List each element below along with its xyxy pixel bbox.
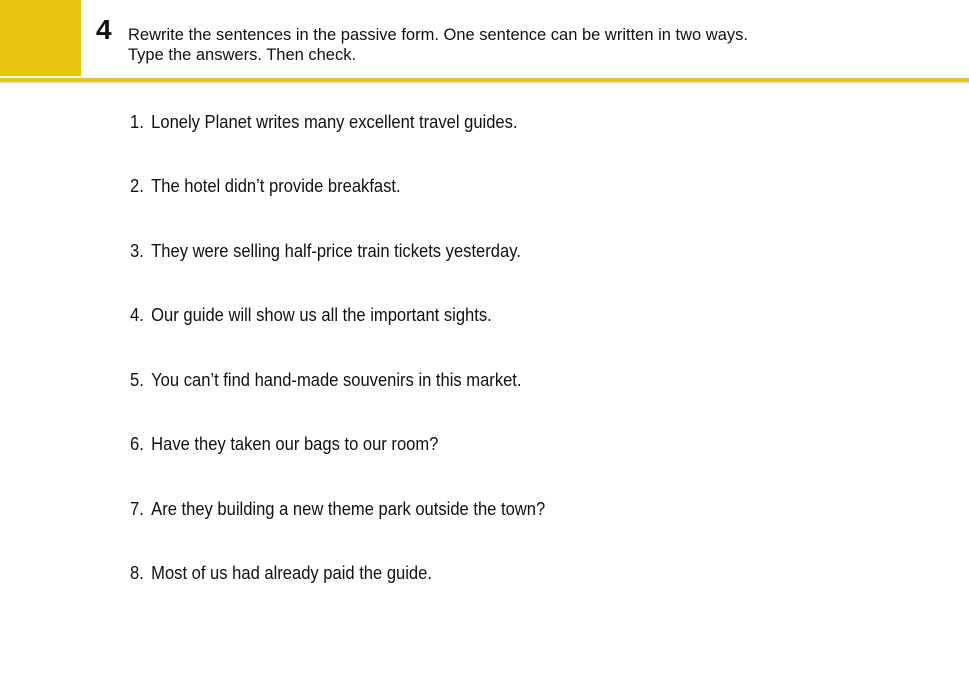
instruction-line-2: Type the answers. Then check. <box>128 46 357 64</box>
instruction-line-1: Rewrite the sentences in the passive form. One sentence can be written in two ways. <box>128 26 748 44</box>
sentence-text: Lonely Planet writes many excellent travel guides. <box>151 112 518 132</box>
list-item <box>130 240 521 262</box>
sentence-text: Have they taken our bags to our room? <box>151 434 439 454</box>
list-item <box>130 562 432 584</box>
yellow-accent-block <box>0 0 81 76</box>
sentence-text: Our guide will show us all the important sights. <box>151 305 492 325</box>
sentence-text: Most of us had already paid the guide. <box>151 563 432 583</box>
list-item <box>130 433 438 455</box>
sentence-number: 6. <box>130 434 144 454</box>
exercise-instructions <box>128 25 928 65</box>
sentence-number: 2. <box>130 176 144 196</box>
list-item <box>130 111 518 133</box>
sentence-number: 4. <box>130 305 144 325</box>
sentence-number: 7. <box>130 499 144 519</box>
sentence-text: They were selling half-price train tickets yesterday. <box>151 241 521 261</box>
list-item <box>130 369 522 391</box>
sentence-number: 5. <box>130 370 144 390</box>
exercise-header <box>0 0 969 78</box>
list-item <box>130 175 401 197</box>
sentence-number: 1. <box>130 112 144 132</box>
sentence-number: 3. <box>130 241 144 261</box>
sentence-number: 8. <box>130 563 144 583</box>
sentence-text: Are they building a new theme park outside the town? <box>151 499 546 519</box>
list-item <box>130 304 492 326</box>
list-item <box>130 498 545 520</box>
header-divider-shadow <box>0 82 969 84</box>
exercise-number: 4 <box>96 14 112 45</box>
sentence-text: You can’t find hand-made souvenirs in this market. <box>151 370 522 390</box>
sentence-text: The hotel didn’t provide breakfast. <box>151 176 401 196</box>
